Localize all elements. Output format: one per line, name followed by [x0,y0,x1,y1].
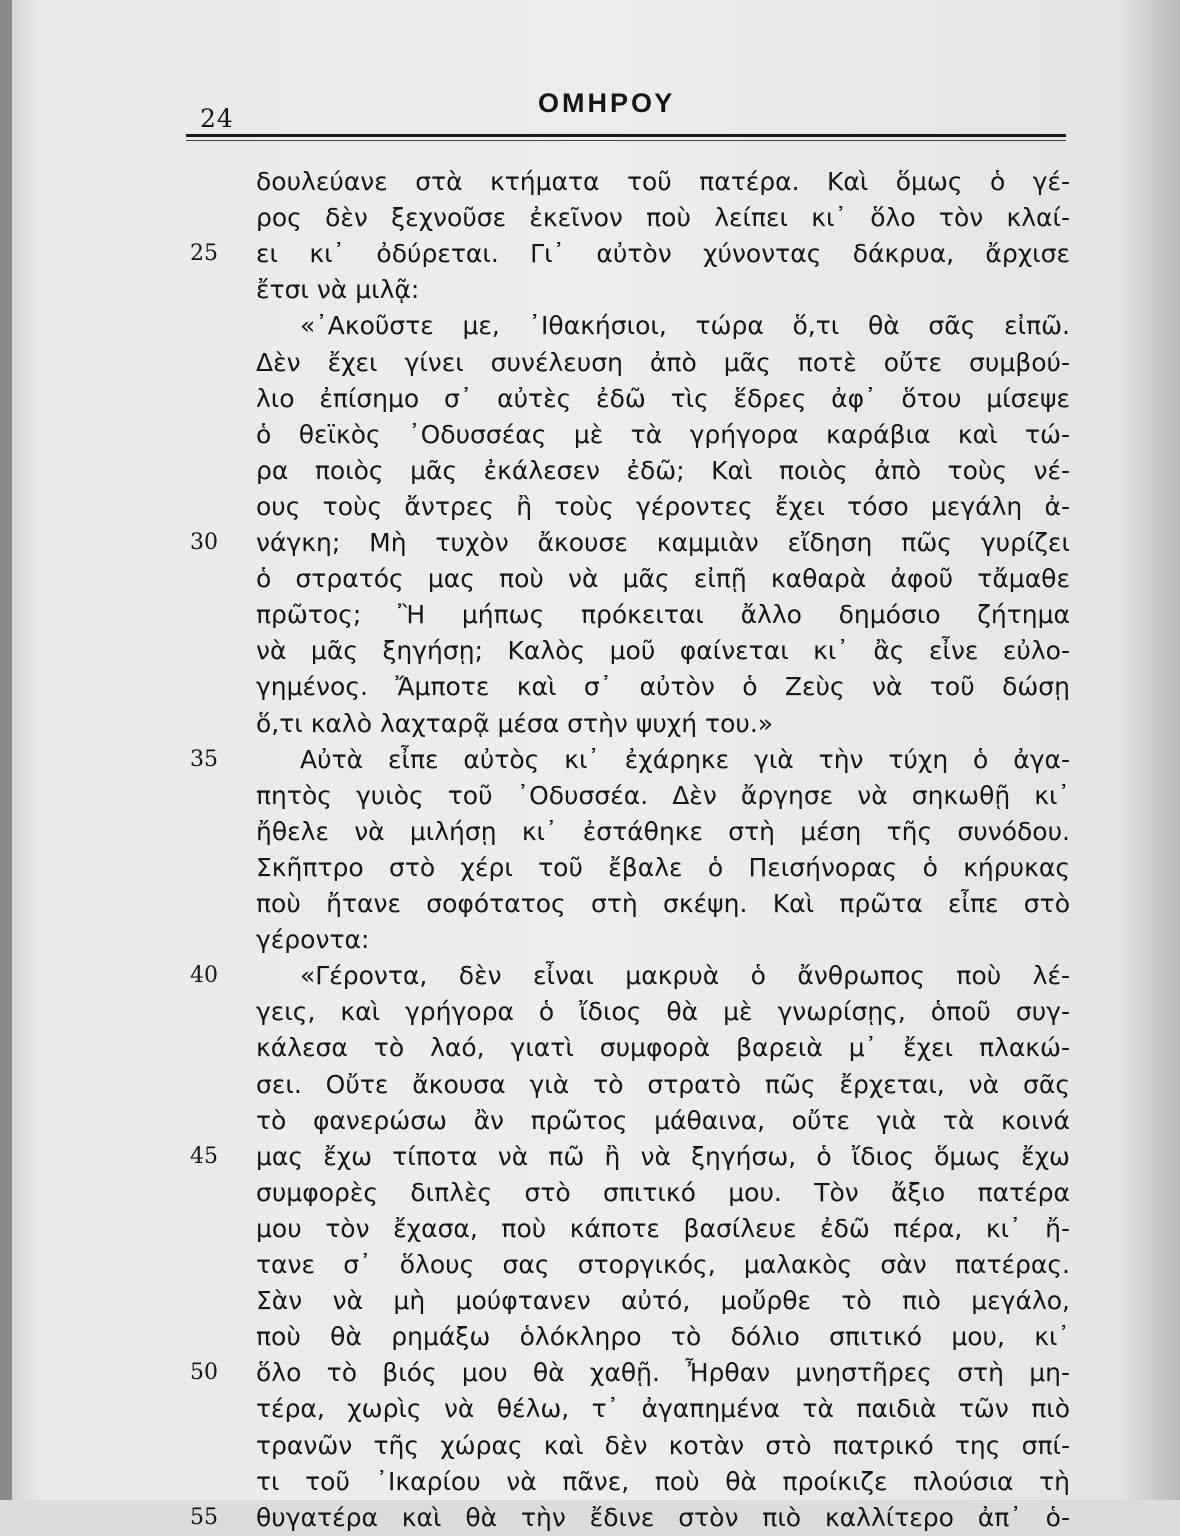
line-text: ὁ στρατός μας ποὺ νὰ μᾶς εἰπῇ καθαρὰ ἀφοῦ τἄμαθε [256,564,1070,594]
line-text: «Γέροντα, δὲν εἶναι μακρυὰ ὁ ἄνθρωπος ποὺ λέ- [300,961,1070,991]
text-line [0,669,1180,705]
line-text: μας ἔχω τίποτα νὰ πῶ ἢ νὰ ξηγήσω, ὁ ἴδιος ὅμως ἔχω [256,1141,1070,1171]
text-line [0,1103,1180,1139]
line-text: κάλεσα τὸ λαό, γιατὶ συμφορὰ βαρειὰ μ᾿ ἔχει πλακώ- [256,1033,1070,1063]
text-line [0,633,1180,669]
line-text: γημένος. Ἄμποτε καὶ σ᾿ αὐτὸν ὁ Ζεὺς νὰ τοῦ δώσῃ [256,672,1070,702]
line-number: 40 [190,963,218,989]
line-text: ους τοὺς ἄντρες ἢ τοὺς γέροντες ἔχει τόσο μεγάλη ἀ- [256,491,1070,521]
line-text: τέρα, χωρὶς νὰ θέλω, τ᾿ ἀγαπημένα τὰ παιδιὰ τῶν πιὸ [256,1394,1070,1424]
line-text: ρος δὲν ξεχνοῦσε ἐκεῖνον ποὺ λείπει κι᾿ ὅλο τὸν κλαί- [256,203,1070,233]
text-line [0,308,1180,344]
text-line [0,886,1180,922]
line-text: ει κι᾿ ὀδύρεται. Γι᾿ αὐτὸν χύνοντας δάκρυα, ἄρχισε [256,239,1070,269]
line-text: ρα ποιὸς μᾶς ἐκάλεσεν ἐδῶ; Καὶ ποιὸς ἀπὸ τοὺς νέ- [256,455,1070,485]
text-line [0,1139,1180,1175]
text-line [0,381,1180,417]
text-line [0,164,1180,200]
line-text: τὸ φανερώσω ἂν πρῶτος μάθαινα, οὔτε γιὰ τὰ κοινά [256,1105,1070,1135]
line-text: «᾿Ακοῦστε με, ᾿Ιθακήσιοι, τώρα ὅ,τι θὰ σᾶς εἰπῶ. [300,311,1070,341]
text-line [0,453,1180,489]
line-number: 45 [190,1143,218,1169]
line-number: 50 [190,1360,218,1386]
text-line [0,742,1180,778]
line-text: Σκῆπτρο στὸ χέρι τοῦ ἔβαλε ὁ Πεισήνορας ὁ κήρυκας [256,852,1070,882]
line-text: γεις, καὶ γρήγορα ὁ ἴδιος θὰ μὲ γνωρίσῃς, ὁποῦ συγ- [256,997,1070,1027]
line-text: ὅ,τι καλὸ λαχταρᾷ μέσα στὴν ψυχή του.» [256,708,774,738]
text-line [0,200,1180,236]
line-text: τρανῶν τῆς χώρας καὶ δὲν κοτὰν στὸ πατρικό της σπί- [256,1430,1070,1460]
text-line [0,417,1180,453]
line-text: ὁ θεϊκὸς ᾿Οδυσσέας μὲ τὰ γρήγορα καράβια καὶ τώ- [256,419,1070,449]
text-line [0,561,1180,597]
text-line [0,1500,1180,1536]
text-line [0,489,1180,525]
text-line [0,922,1180,958]
text-line [0,850,1180,886]
line-text: ἔτσι νὰ μιλᾷ: [256,275,420,305]
line-text: ἤθελε νὰ μιλήσῃ κι᾿ ἐστάθηκε στὴ μέση τῆς συνόδου. [256,816,1070,846]
text-line [0,236,1180,272]
line-text: πρῶτος; Ἢ μήπως πρόκειται ἄλλο δημόσιο ζήτημα [256,600,1070,630]
text-line [0,1247,1180,1283]
text-line [0,1464,1180,1500]
text-line [0,1175,1180,1211]
text-line [0,1319,1180,1355]
line-number: 35 [190,746,218,772]
line-text: δουλεύανε στὰ κτήματα τοῦ πατέρα. Καὶ ὅμως ὁ γέ- [256,167,1070,196]
text-line [0,272,1180,308]
line-text: σει. Οὔτε ἄκουσα γιὰ τὸ στρατὸ πῶς ἔρχεται, νὰ σᾶς [256,1069,1070,1099]
text-line [0,1283,1180,1319]
page-number: 24 [200,104,234,133]
text-line [0,1391,1180,1427]
line-text: ποὺ ἤτανε σοφότατος στὴ σκέψη. Καὶ πρῶτα εἶπε στὸ [256,889,1070,918]
text-line [0,706,1180,742]
line-text: μου τὸν ἔχασα, ποὺ κάποτε βασίλευε ἐδῶ πέρα, κι᾿ ἤ- [256,1213,1070,1243]
text-line [0,814,1180,850]
line-text: τι τοῦ ᾿Ικαρίου νὰ πᾶνε, ποὺ θὰ προίκιζε πλούσια τὴ [256,1466,1070,1496]
line-text: ποὺ θὰ ρημάξω ὁλόκληρο τὸ δόλιο σπιτικό μου, κι᾿ [256,1322,1070,1352]
text-line [0,1030,1180,1066]
running-title: ΟΜΗΡΟΥ [538,88,676,118]
line-text: νὰ μᾶς ξηγήσῃ; Καλὸς μοῦ φαίνεται κι᾿ ἂς εἶνε εὐλο- [256,636,1070,666]
text-line [0,1067,1180,1103]
line-text: συμφορὲς διπλὲς στὸ σπιτικό μου. Τὸν ἄξιο πατέρα [256,1177,1070,1207]
line-text: νάγκη; Μὴ τυχὸν ἄκουσε καμμιὰν εἴδηση πῶς γυρίζει [256,528,1070,557]
line-text: Σὰν νὰ μὴ μούφτανεν αὐτό, μοὔρθε τὸ πιὸ μεγάλο, [256,1286,1070,1316]
line-text: λιο ἐπίσημο σ᾿ αὐτὲς ἐδῶ τὶς ἕδρες ἀφ᾿ ὅτου μίσεψε [256,383,1070,413]
line-text: ὅλο τὸ βιός μου θὰ χαθῇ. Ἦρθαν μνηστῆρες στὴ μη- [256,1358,1070,1388]
text-line [0,1428,1180,1464]
text-line [0,994,1180,1030]
text-line [0,597,1180,633]
text-line [0,525,1180,561]
text-line [0,1211,1180,1247]
line-text: πητὸς γυιὸς τοῦ ᾿Οδυσσέα. Δὲν ἄργησε νὰ σηκωθῇ κι᾿ [256,780,1070,810]
line-text: γέροντα: [256,925,370,955]
line-text: Δὲν ἔχει γίνει συνέλευση ἀπὸ μᾶς ποτὲ οὔτε συμβού- [256,347,1070,377]
line-number: 55 [190,1504,218,1530]
text-line [0,1355,1180,1391]
line-text: Αὐτὰ εἶπε αὐτὸς κι᾿ ἐχάρηκε γιὰ τὴν τύχη ὁ ἀγα- [300,744,1070,774]
text-line [0,958,1180,994]
line-number: 30 [190,530,218,555]
text-line [0,778,1180,814]
line-text: τανε σ᾿ ὅλους σας στοργικός, μαλακὸς σὰν πατέρας. [256,1250,1070,1279]
text-line [0,345,1180,381]
line-number: 25 [190,241,218,267]
line-text: θυγατέρα καὶ θὰ τὴν ἔδινε στὸν πιὸ καλλίτερο ἀπ᾿ ὁ- [256,1502,1070,1532]
